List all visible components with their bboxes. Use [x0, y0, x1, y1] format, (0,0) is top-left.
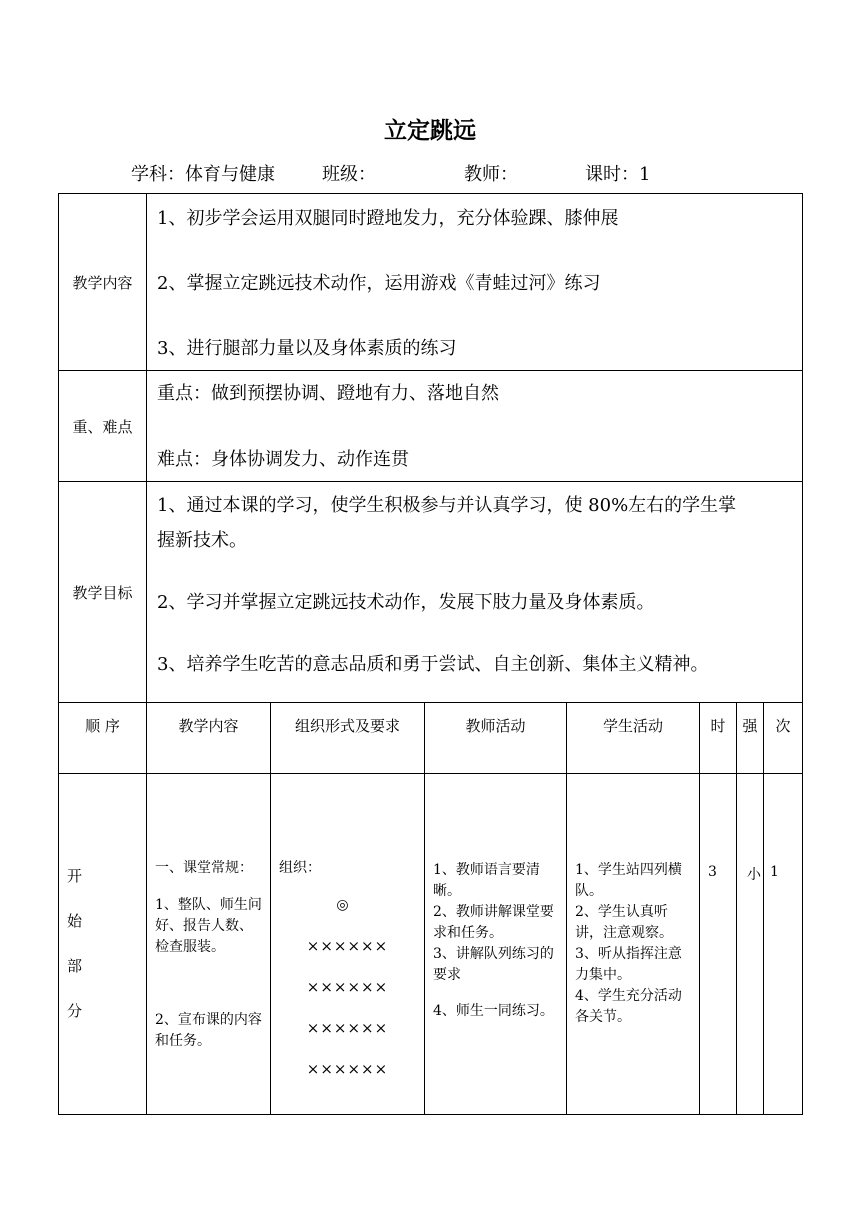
org-row: ××××××	[306, 1060, 389, 1078]
lesson-plan-table	[58, 193, 803, 1115]
sequence-char: 部	[67, 957, 83, 975]
info-line: 1、通过本课的学习，使学生积极参与并认真学习，使 80%左右的学生掌	[157, 495, 737, 516]
info-label: 教学目标	[59, 482, 147, 703]
info-line: 3、培养学生吃苦的意志品质和勇于尝试、自主创新、集体主义精神。	[157, 654, 709, 675]
info-row-content	[59, 194, 803, 371]
info-line: 3、进行腿部力量以及身体素质的练习	[157, 338, 457, 359]
info-line: 2、掌握立定跳远技术动作，运用游戏《青蛙过河》练习	[157, 273, 601, 294]
schedule-header-row	[59, 703, 803, 774]
info-row-key-points	[59, 371, 803, 482]
page-title: 立定跳远	[384, 118, 476, 144]
content-line: 1、整队、师生问好、报告人数、检查服装。	[155, 897, 262, 955]
section-intensity: 小	[737, 774, 764, 1115]
info-line: 1、初步学会运用双腿同时蹬地发力，充分体验踝、膝伸展	[157, 208, 619, 229]
teacher-line: 4、师生一同练习。	[433, 1003, 554, 1019]
class-label: 班级：	[322, 164, 376, 185]
sequence-char: 分	[67, 1002, 83, 1020]
teacher-label: 教师：	[464, 164, 518, 185]
org-row: ××××××	[306, 1019, 389, 1037]
section-content	[147, 774, 271, 1115]
header-student-activity: 学生活动	[567, 703, 700, 774]
header-time: 时	[700, 703, 737, 774]
student-line: 2、学生认真听讲，注意观察。	[575, 904, 673, 941]
info-label: 重、难点	[59, 371, 147, 482]
info-line: 重点：做到预摆协调、蹬地有力、落地自然	[157, 383, 499, 404]
teacher-line: 1、教师语言要清晰。	[433, 862, 540, 899]
org-row: ××××××	[306, 978, 389, 996]
sequence-char: 开	[67, 867, 83, 885]
teacher-line: 2、教师讲解课堂要求和任务。	[433, 904, 554, 941]
sequence-char: 始	[67, 912, 83, 930]
header-teacher-activity: 教师活动	[425, 703, 567, 774]
info-row-goals	[59, 482, 803, 703]
student-line: 3、听从指挥注意力集中。	[575, 946, 682, 983]
info-line: 握新技术。	[157, 530, 247, 551]
org-teacher-marker: ◎	[336, 897, 349, 913]
hours-label: 课时：1	[585, 164, 651, 185]
section-count: 1	[764, 774, 803, 1115]
student-line: 1、学生站四列横队。	[575, 862, 682, 899]
teacher-line: 3、讲解队列练习的要求	[433, 946, 554, 983]
info-content	[147, 194, 803, 371]
subject-label: 学科：体育与健康	[131, 164, 275, 185]
content-line: 一、课堂常规：	[155, 860, 253, 876]
content-line: 2、宣布课的内容和任务。	[155, 1012, 262, 1049]
section-student-activity	[567, 774, 700, 1115]
schedule-row-opening	[59, 774, 803, 1115]
info-line: 难点：身体协调发力、动作连贯	[157, 449, 409, 470]
info-label: 教学内容	[59, 194, 147, 371]
header-intensity: 强	[737, 703, 764, 774]
org-row: ××××××	[306, 937, 389, 955]
header-sequence: 顺 序	[59, 703, 147, 774]
section-teacher-activity	[425, 774, 567, 1115]
header-count: 次	[764, 703, 803, 774]
section-sequence	[59, 774, 147, 1115]
org-label: 组织：	[279, 860, 321, 876]
student-line: 4、学生充分活动各关节。	[575, 988, 682, 1025]
header-content: 教学内容	[147, 703, 271, 774]
info-content	[147, 371, 803, 482]
header-organization: 组织形式及要求	[271, 703, 425, 774]
section-time: 3	[700, 774, 737, 1115]
info-line: 2、学习并掌握立定跳远技术动作，发展下肢力量及身体素质。	[157, 592, 655, 613]
info-content	[147, 482, 803, 703]
section-organization	[271, 774, 425, 1115]
